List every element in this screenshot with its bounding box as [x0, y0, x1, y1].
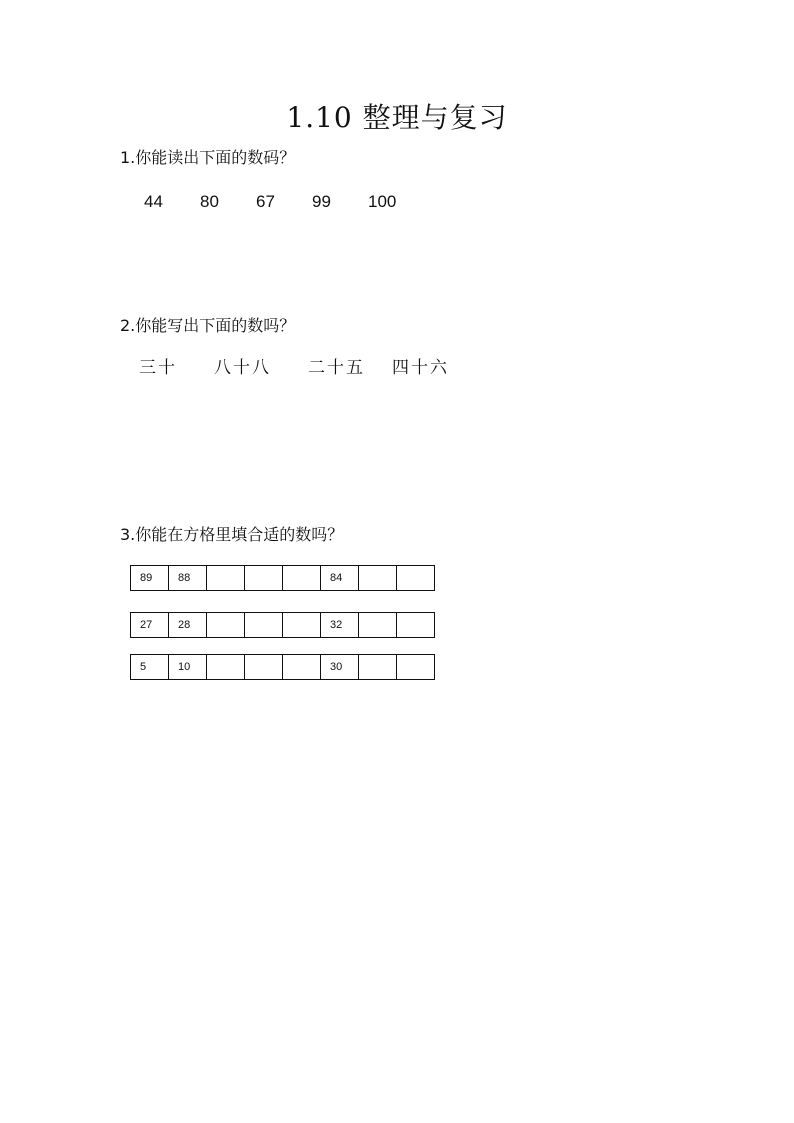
fill-grid-row-1	[130, 565, 435, 591]
chinese-number-item: 八十八	[214, 358, 271, 378]
question-1: 1.你能读出下面的数码？	[120, 148, 296, 167]
grid-cell-blank[interactable]	[245, 654, 283, 680]
grid-cell-blank[interactable]	[397, 654, 435, 680]
chinese-number-item: 二十五	[308, 358, 365, 378]
grid-cell: 28	[169, 612, 207, 638]
chinese-number-item: 四十六	[392, 358, 449, 378]
grid-cell: 88	[169, 565, 207, 591]
grid-cell-blank[interactable]	[207, 565, 245, 591]
fill-grid-row-3	[130, 654, 435, 680]
grid-cell: 5	[131, 654, 169, 680]
grid-cell-blank[interactable]	[359, 612, 397, 638]
question-3: 3.你能在方格里填合适的数吗？	[120, 525, 344, 544]
grid-cell: 32	[321, 612, 359, 638]
fill-grid-row-2	[130, 612, 435, 638]
grid-cell: 27	[131, 612, 169, 638]
number-item: 44	[144, 192, 163, 211]
grid-cell-blank[interactable]	[283, 612, 321, 638]
number-item: 99	[312, 192, 331, 211]
grid-cell-blank[interactable]	[245, 612, 283, 638]
number-item: 100	[368, 192, 397, 211]
grid-cell-blank[interactable]	[359, 565, 397, 591]
grid-cell-blank[interactable]	[359, 654, 397, 680]
grid-cell-blank[interactable]	[397, 565, 435, 591]
grid-cell: 84	[321, 565, 359, 591]
grid-cell-blank[interactable]	[245, 565, 283, 591]
grid-cell: 89	[131, 565, 169, 591]
chinese-number-item: 三十	[139, 358, 177, 378]
number-item: 80	[200, 192, 219, 211]
number-item: 67	[256, 192, 275, 211]
grid-cell-blank[interactable]	[397, 612, 435, 638]
grid-cell: 30	[321, 654, 359, 680]
grid-cell-blank[interactable]	[283, 565, 321, 591]
question-2: 2.你能写出下面的数吗？	[120, 316, 296, 335]
grid-cell-blank[interactable]	[283, 654, 321, 680]
grid-cell-blank[interactable]	[207, 654, 245, 680]
page-title: 1.10 整理与复习	[286, 101, 508, 134]
grid-cell-blank[interactable]	[207, 612, 245, 638]
grid-cell: 10	[169, 654, 207, 680]
